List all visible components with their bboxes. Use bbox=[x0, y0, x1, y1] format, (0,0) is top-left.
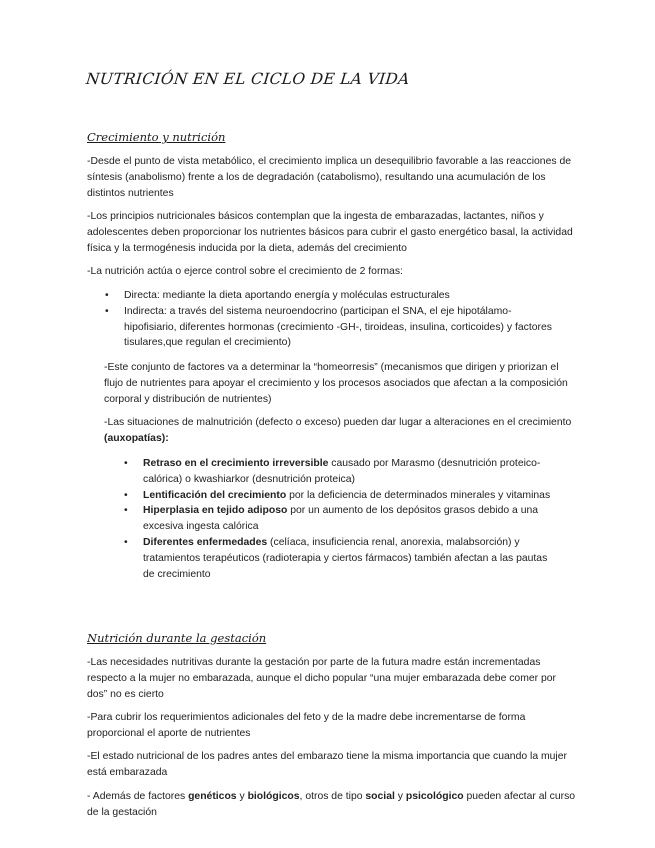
factor-term: genéticos bbox=[188, 791, 237, 802]
growth-forms-list bbox=[105, 288, 554, 351]
bullet-icon: • bbox=[124, 536, 128, 548]
paragraph-text: , otros de tipo bbox=[299, 791, 366, 802]
factor-term: social bbox=[365, 791, 395, 802]
auxopatias-list bbox=[124, 456, 553, 582]
bullet-icon: • bbox=[105, 305, 109, 317]
paragraph: -Desde el punto de vista metabólico, el crecimiento implica un desequilibrio favorable a las reacciones de síntesis (anabolismo) frente a los de degradación (catabolismo), resultando una acumulación de los distintos nutrientes bbox=[87, 156, 572, 199]
document-title: NUTRICIÓN EN EL CICLO DE LA VIDA bbox=[85, 70, 411, 88]
factor-term: psicológico bbox=[405, 791, 464, 802]
list-item-text: por un aumento de los depósitos grasos debido a una excesiva ingesta calórica bbox=[143, 505, 539, 533]
paragraph: -Para cubrir los requerimientos adicionales del feto y de la madre debe incrementarse de forma proporcional el aporte de nutrientes bbox=[87, 712, 526, 739]
paragraph bbox=[87, 789, 577, 821]
paragraph-text: - Además de factores bbox=[87, 791, 189, 802]
paragraph-text: -Las situaciones de malnutrición (defecto o exceso) pueden dar lugar a alteraciones en el crecimiento bbox=[104, 417, 572, 428]
factor-term: biológicos bbox=[247, 791, 300, 802]
list-item bbox=[105, 288, 554, 304]
paragraph: -Las necesidades nutritivas durante la gestación por parte de la futura madre están incrementadas respecto a la mujer no embarazada, aunque el dicho popular “una mujer embarazada debe comer por dos” no es cierto bbox=[87, 657, 557, 700]
bullet-icon: • bbox=[124, 505, 128, 517]
paragraph-text: y bbox=[394, 791, 406, 802]
paragraph: -Este conjunto de factores va a determinar la “homeorresis” (mecanismos que dirigen y priorizan el flujo de nutrientes para apoyar el crecimiento y los procesos asociados que afectan a la composición corporal y distribución de nutrientes) bbox=[104, 362, 568, 405]
list-item bbox=[124, 456, 553, 488]
list-item bbox=[105, 304, 554, 351]
bullet-icon: • bbox=[124, 458, 128, 469]
list-item-term: Lentificación del crecimiento bbox=[143, 489, 287, 501]
list-item-text: Directa: mediante la dieta aportando energía y moléculas estructurales bbox=[124, 290, 450, 301]
section-heading-gestacion: Nutrición durante la gestación bbox=[87, 631, 267, 645]
paragraph-text: pueden afectar al curso de la gestación bbox=[87, 791, 576, 818]
paragraph: -El estado nutricional de los padres antes del embarazo tiene la misma importancia que cuando la mujer está embarazada bbox=[87, 751, 567, 778]
paragraph: -La nutrición actúa o ejerce control sobre el crecimiento de 2 formas: bbox=[87, 266, 403, 277]
paragraph bbox=[104, 415, 574, 447]
list-item-text: causado por Marasmo (desnutrición proteico-calórica) o kwashiarkor (desnutrición proteica) bbox=[143, 458, 541, 485]
list-item-text: por la deficiencia de determinados minerales y vitaminas bbox=[286, 489, 551, 501]
bullet-icon: • bbox=[105, 290, 109, 301]
list-item-term: Diferentes enfermedades bbox=[143, 536, 268, 548]
list-item-text: (celíaca, insuficiencia renal, anorexia, malabsorción) y tratamientos terapéuticos (radioterapia y ciertos fármacos) también afectan a las pautas de crecimiento bbox=[143, 536, 548, 580]
list-item-term: Retraso en el crecimiento irreversible bbox=[143, 458, 329, 469]
paragraph-text: y bbox=[236, 791, 248, 802]
list-item bbox=[124, 488, 553, 504]
list-item-term: Hiperplasia en tejido adiposo bbox=[143, 505, 288, 517]
list-item bbox=[124, 503, 553, 535]
bullet-icon: • bbox=[124, 489, 128, 501]
list-item bbox=[124, 535, 553, 582]
paragraph: -Los principios nutricionales básicos contemplan que la ingesta de embarazadas, lactantes, niños y adolescentes deben proporcionar los nutrientes básicos para cubrir el gasto energético basal, la actividad física y la termogénesis inducida por la dieta, además del crecimiento bbox=[87, 211, 573, 254]
section-heading-crecimiento: Crecimiento y nutrición bbox=[87, 130, 226, 144]
auxopatias-term: (auxopatías): bbox=[104, 432, 169, 444]
list-item-text: Indirecta: a través del sistema neuroendocrino (participan el SNA, el eje hipotálamo-hipofisiario, diferentes hormonas (crecimiento -GH-, tiroideas, insulina, corticoides) y factores tisulares,que regulan el crecimiento) bbox=[124, 305, 552, 349]
